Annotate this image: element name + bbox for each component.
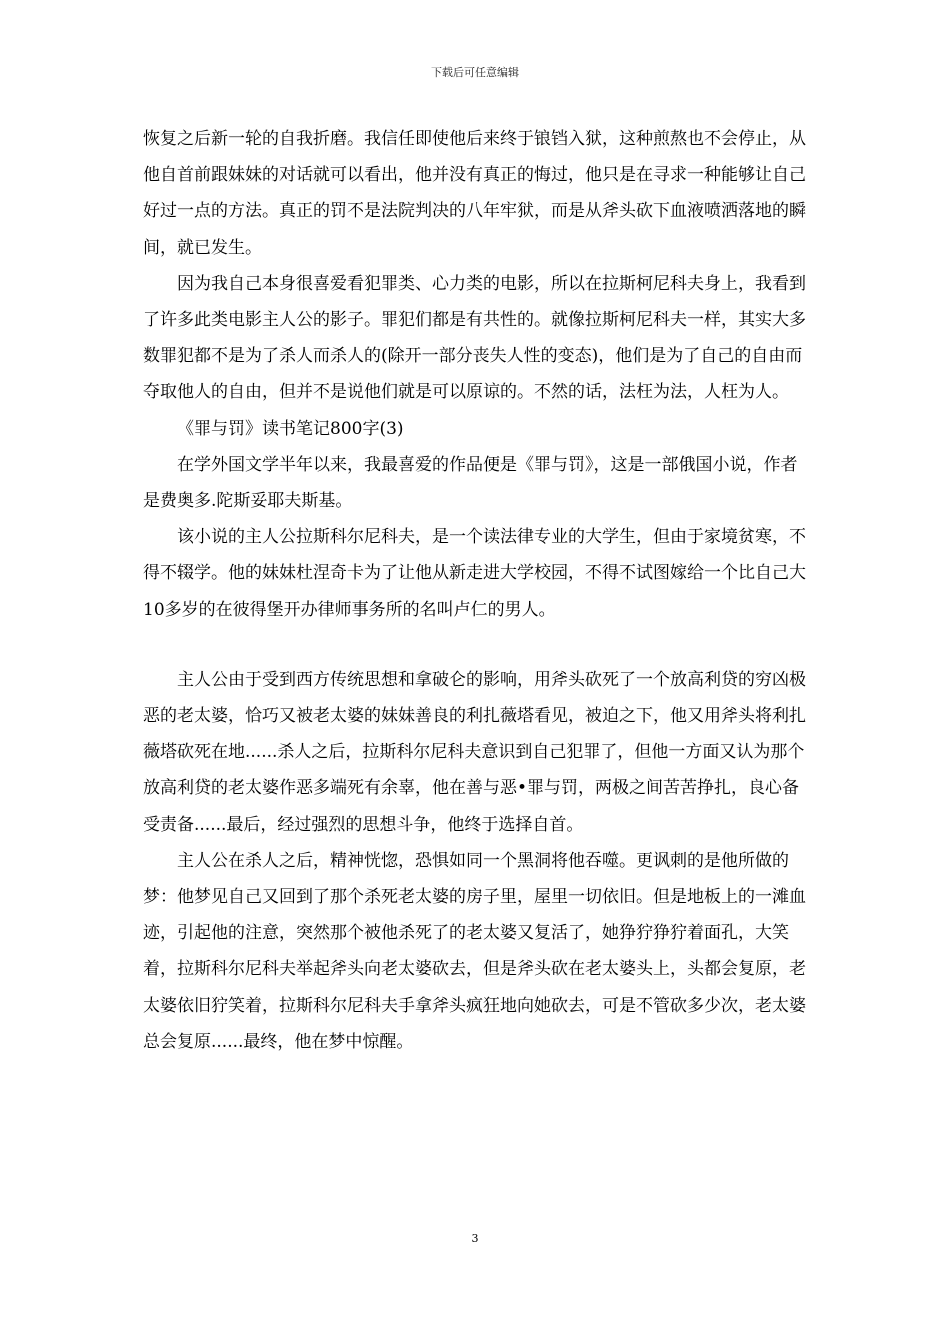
paragraph-continued: 恢复之后新一轮的自我折磨。我信任即使他后来终于锒铛入狱，这种煎熬也不会停止，从他自首前跟妹妹的对话就可以看出，他并没有真正的悔过，他只是在寻求一种能够让自己好过一点的方法。真正的罚不是法院判决的八年牢狱，而是从斧头砍下血液喷洒落地的瞬间，就已发生。 [143, 129, 806, 258]
paragraph: 该小说的主人公拉斯科尔尼科夫，是一个读法律专业的大学生，但由于家境贫寒，不得不辍学。他的妹妹杜涅奇卡为了让他从新走进大学校园，不得不试图嫁给一个比自己大10多岁的在彼得堡开办律师事务所的名叫卢仁的男人。 [143, 527, 806, 620]
paragraph: 在学外国文学半年以来，我最喜爱的作品便是《罪与罚》，这是一部俄国小说，作者是费奥多.陀斯妥耶夫斯基。 [143, 454, 798, 512]
section-heading: 《罪与罚》读书笔记800字(3) [177, 418, 404, 439]
paragraph: 因为我自己本身很喜爱看犯罪类、心力类的电影，所以在拉斯柯尼科夫身上，我看到了许多此类电影主人公的影子。罪犯们都是有共性的。就像拉斯柯尼科夫一样，其实大多数罪犯都不是为了杀人而杀人的(除开一部分丧失人性的变态)，他们是为了自己的自由而夺取他人的自由，但并不是说他们就是可以原谅的。不然的话，法枉为法，人枉为人。 [143, 273, 806, 403]
paragraph: 主人公在杀人之后，精神恍惚，恐惧如同一个黑洞将他吞噬。更讽刺的是他所做的梦：他梦见自己又回到了那个杀死老太婆的房子里，屋里一切依旧。但是地板上的一滩血迹，引起他的注意，突然那个被他杀死了的老太婆又复活了，她狰狞狰狞着面孔，大笑着，拉斯科尔尼科夫举起斧头向老太婆砍去，但是斧头砍在老太婆头上，头都会复原，老太婆依旧狞笑着，拉斯科尔尼科夫手拿斧头疯狂地向她砍去，可是不管砍多少次，老太婆总会复原......最终，他在梦中惊醒。 [143, 850, 806, 1052]
paragraph: 主人公由于受到西方传统思想和拿破仑的影响，用斧头砍死了一个放高利贷的穷凶极恶的老太婆，恰巧又被老太婆的妹妹善良的利扎薇塔看见，被迫之下，他又用斧头将利扎薇塔砍死在地......杀人之后，拉斯科尔尼科夫意识到自己犯罪了，但他一方面又认为那个放高利贷的老太婆作恶多端死有余辜，他在善与恶•罪与罚，两极之间苦苦挣扎，良心备受责备......最后，经过强烈的思想斗争，他终于选择自首。 [143, 669, 806, 835]
page-header: 下载后可任意编辑 [431, 66, 519, 79]
page-number: 3 [471, 1232, 479, 1245]
document-body [143, 121, 807, 1060]
